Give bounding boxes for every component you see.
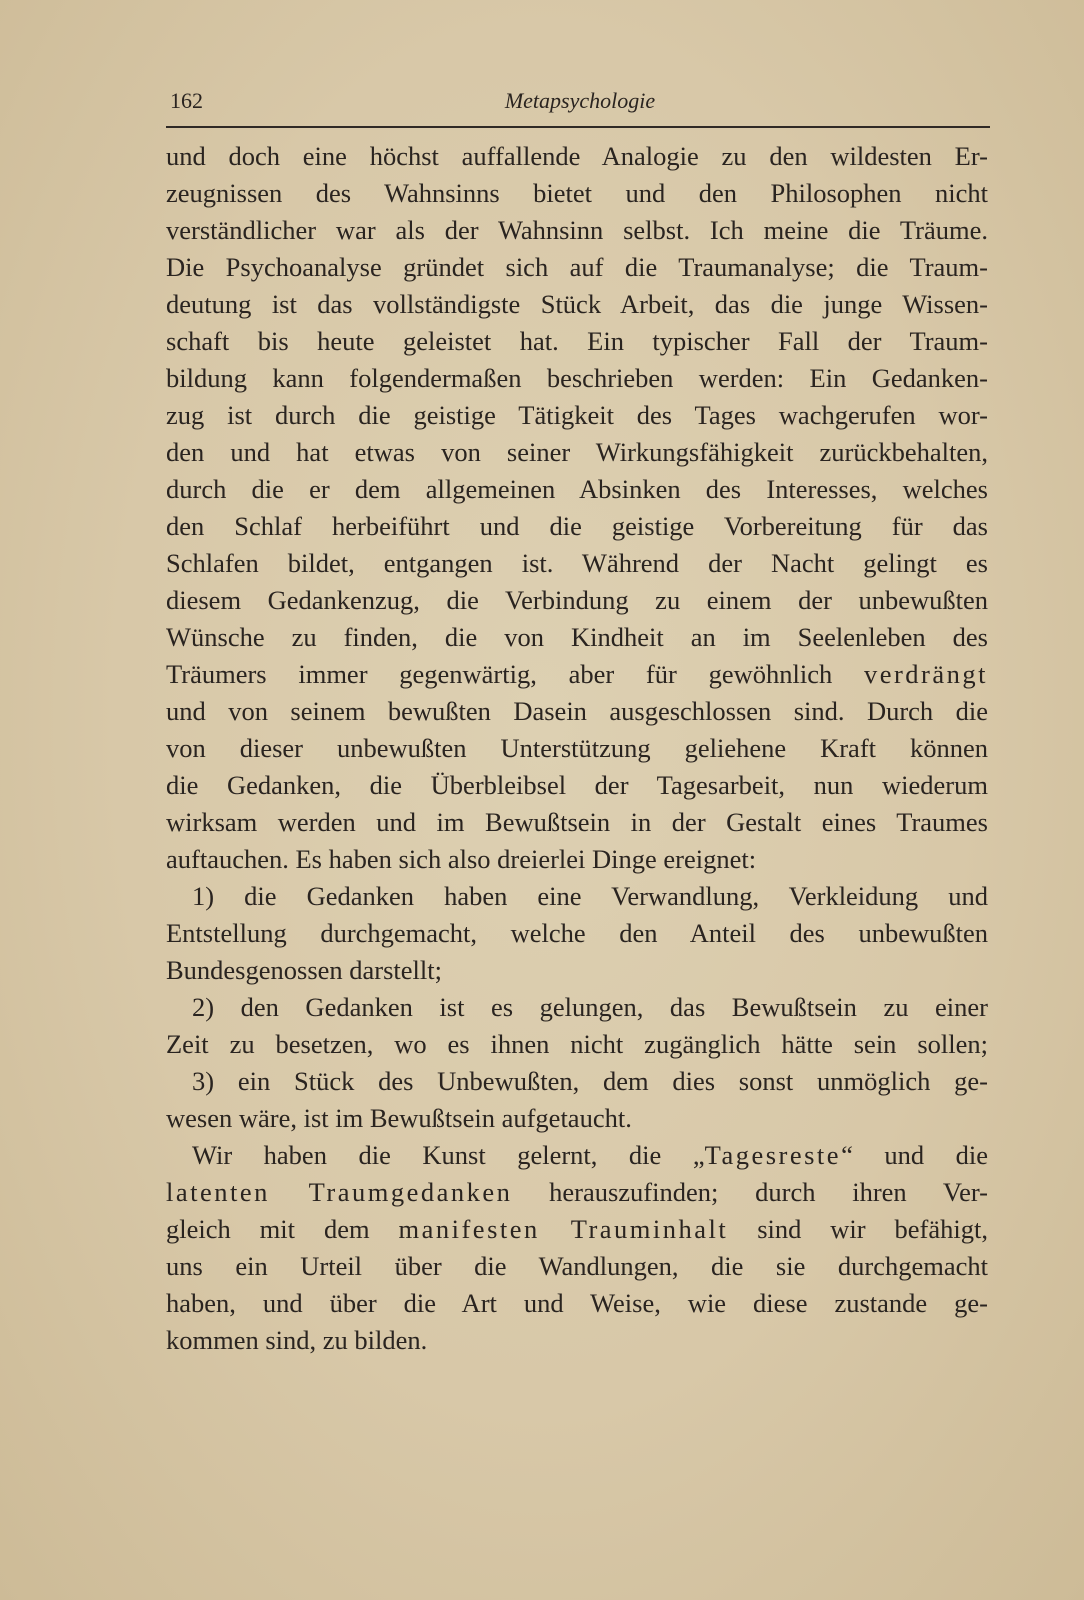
text-line: Entstellung durchgemacht, welche den Anteil des unbewußten [166,918,988,948]
page-number: 162 [170,88,203,113]
text-line: haben, und über die Art und Weise, wie diese zustande ge- [166,1288,988,1318]
emphasized-word: verdrängt [863,659,988,689]
text-line: Zeit zu besetzen, wo es ihnen nicht zugänglich hätte sein sollen; [166,1029,988,1059]
text-line: zug ist durch die geistige Tätigkeit des Tages wachgerufen wor- [166,400,988,430]
text-line: auftauchen. Es haben sich also dreierlei Dinge ereignet: [166,844,757,874]
text-segment: “ und die [841,1140,989,1170]
text-segment: sind wir befähigt, [728,1214,988,1244]
list-item-2: 2) den Gedanken ist es gelungen, das Bewußtsein zu einer [192,992,988,1022]
text-line [166,1137,988,1174]
running-title: Metapsychologie [504,88,656,113]
text-line: diesem Gedankenzug, die Verbindung zu einem der unbewußten [166,585,988,615]
text-segment: Wir haben die Kunst gelernt, die „ [192,1140,705,1170]
text-line [166,1174,988,1211]
text-line: den und hat etwas von seiner Wirkungsfähigkeit zurückbehalten, [166,437,988,467]
text-line: und doch eine höchst auffallende Analogie zu den wildesten Er- [166,141,988,171]
text-line: und von seinem bewußten Dasein ausgeschlossen sind. Durch die [166,696,988,726]
text-line: Wünsche zu finden, die von Kindheit an im Seelenleben des [166,622,988,652]
emphasized-phrase: latenten Traumgedanken [166,1177,513,1207]
text-line: Schlafen bildet, entgangen ist. Während der Nacht gelingt es [166,548,988,578]
text-segment: Träumers immer gegenwärtig, aber für gewöhnlich [166,659,864,689]
emphasized-word: Tagesreste [704,1140,842,1170]
text-segment: gleich mit dem [166,1214,399,1244]
text-line: kommen sind, zu bilden. [166,1325,428,1355]
page-header [170,88,990,122]
header-rule [166,126,990,128]
text-line: deutung ist das vollständigste Stück Arbeit, das die junge Wissen- [166,289,988,319]
text-line: schaft bis heute geleistet hat. Ein typischer Fall der Traum- [166,326,988,356]
text-line [166,1211,988,1248]
text-line: die Gedanken, die Überbleibsel der Tagesarbeit, nun wiederum [166,770,988,800]
text-line: den Schlaf herbeiführt und die geistige Vorbereitung für das [166,511,988,541]
text-line: verständlicher war als der Wahnsinn selbst. Ich meine die Träume. [166,215,988,245]
text-line: uns ein Urteil über die Wandlungen, die sie durchgemacht [166,1251,988,1281]
list-item-1: 1) die Gedanken haben eine Verwandlung, Verkleidung und [192,881,988,911]
text-line: zeugnissen des Wahnsinns bietet und den Philosophen nicht [166,178,988,208]
text-line: bildung kann folgendermaßen beschrieben werden: Ein Gedanken- [166,363,988,393]
text-line: wirksam werden und im Bewußtsein in der Gestalt eines Traumes [166,807,988,837]
text-line: Bundesgenossen darstellt; [166,955,442,985]
text-segment: herauszufinden; durch ihren Ver- [512,1177,989,1207]
text-line: von dieser unbewußten Unterstützung geliehene Kraft können [166,733,988,763]
text-line: durch die er dem allgemeinen Absinken des Interesses, welches [166,474,988,504]
body-text [166,138,988,1359]
list-item-3: 3) ein Stück des Unbewußten, dem dies sonst unmöglich ge- [192,1066,988,1096]
emphasized-phrase: manifesten Trauminhalt [398,1214,729,1244]
text-line: wesen wäre, ist im Bewußtsein aufgetaucht. [166,1103,632,1133]
text-line: Die Psychoanalyse gründet sich auf die Traumanalyse; die Traum- [166,252,988,282]
text-line [166,656,988,693]
